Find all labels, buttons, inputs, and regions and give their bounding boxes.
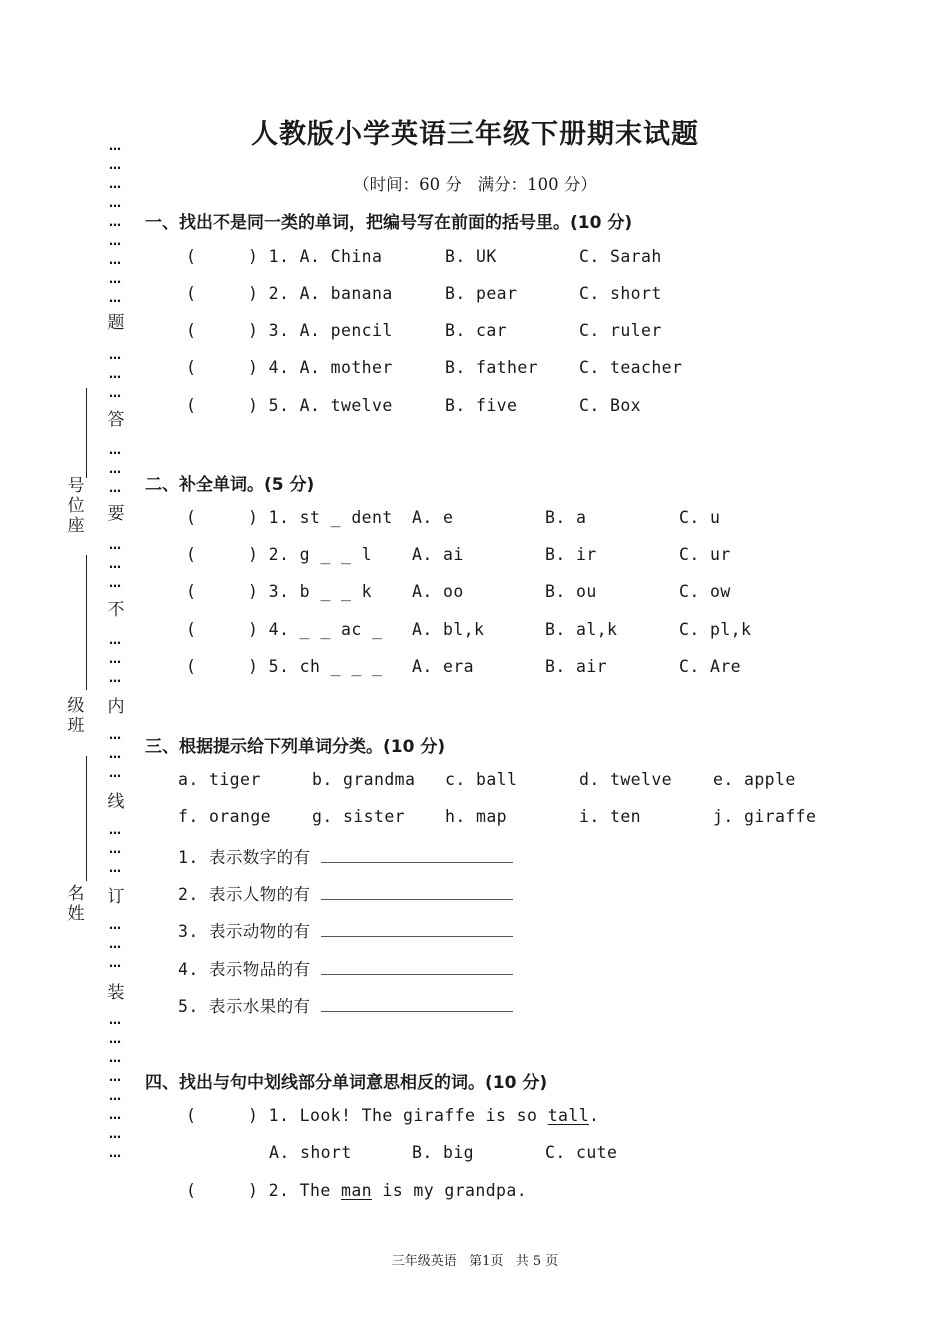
option-b: B. pear [445, 284, 518, 303]
answer-blank[interactable] [321, 922, 513, 937]
word-item: f. orange [178, 807, 272, 826]
binding-dots: … [109, 538, 121, 552]
option-b: B. a [545, 508, 587, 527]
question-1-3[interactable]: ( ) 3. A. pencil [186, 321, 393, 340]
class-label: 级班 [67, 696, 85, 736]
name-write-line[interactable] [86, 756, 87, 881]
option-b: B. big [412, 1143, 475, 1162]
option-a: A. era [412, 657, 475, 676]
margin-char: 不 [107, 600, 125, 620]
section-2-heading: 二、补全单词。(5 分) [145, 475, 315, 495]
option-b: B. al,k [545, 620, 618, 639]
option-c: C. Sarah [579, 247, 662, 266]
binding-dots: … [109, 462, 121, 476]
question-4-1[interactable] [186, 1106, 599, 1125]
binding-dots: … [109, 196, 121, 210]
classify-item [178, 956, 513, 980]
binding-dots: … [109, 291, 121, 305]
option-a: A. bl,k [412, 620, 485, 639]
binding-dots: … [109, 177, 121, 191]
binding-dots: … [109, 443, 121, 457]
question-1-5[interactable]: ( ) 5. A. twelve [186, 396, 393, 415]
binding-dots: … [109, 386, 121, 400]
classify-item [178, 993, 513, 1017]
page-title: 人教版小学英语三年级下册期末试题 [251, 119, 699, 150]
word-item: g. sister [312, 807, 406, 826]
classify-label: 3. 表示动物的有 [178, 922, 311, 941]
binding-dots: … [109, 139, 121, 153]
question-text: ( ) 1. Look! The giraffe is so [186, 1106, 548, 1125]
question-2-4[interactable]: ( ) 4. _ _ ac _ [186, 620, 383, 639]
word-item: b. grandma [312, 770, 416, 789]
question-2-3[interactable]: ( ) 3. b _ _ k [186, 582, 373, 601]
seat-write-line[interactable] [86, 388, 87, 478]
binding-dots: … [109, 234, 121, 248]
exam-info: （时间：60 分 满分：100 分） [353, 175, 597, 194]
margin-char: 内 [107, 697, 125, 717]
binding-dots: … [109, 861, 121, 875]
binding-dots: … [109, 1051, 121, 1065]
binding-dots: … [109, 215, 121, 229]
seat-number-label: 号位座 [67, 476, 85, 536]
option-a: A. e [412, 508, 454, 527]
binding-dots: … [109, 1070, 121, 1084]
section-3-heading: 三、根据提示给下列单词分类。(10 分) [145, 737, 446, 757]
word-item: j. giraffe [713, 807, 817, 826]
classify-item [178, 881, 513, 905]
option-c: C. Box [579, 396, 642, 415]
binding-dots: … [109, 652, 121, 666]
question-1-4[interactable]: ( ) 4. A. mother [186, 358, 393, 377]
margin-char: 订 [107, 887, 125, 907]
section-1-heading: 一、找出不是同一类的单词，把编号写在前面的括号里。(10 分) [145, 213, 633, 233]
page-footer: 三年级英语 第1页 共 5 页 [391, 1254, 559, 1269]
binding-dots: … [109, 747, 121, 761]
option-c: C. ur [679, 545, 731, 564]
question-text: . [589, 1106, 600, 1125]
option-c: C. u [679, 508, 721, 527]
binding-dots: … [109, 766, 121, 780]
classify-label: 5. 表示水果的有 [178, 997, 311, 1016]
question-1-1[interactable]: ( ) 1. A. China [186, 247, 383, 266]
binding-dots: … [109, 1089, 121, 1103]
answer-blank[interactable] [321, 848, 513, 863]
margin-char: 要 [107, 504, 125, 524]
answer-blank[interactable] [321, 960, 513, 975]
option-c: C. ow [679, 582, 731, 601]
margin-char: 题 [107, 313, 125, 333]
classify-item [178, 918, 513, 942]
margin-char: 答 [107, 410, 125, 430]
binding-dots: … [109, 1146, 121, 1160]
binding-dots: … [109, 1013, 121, 1027]
option-c: C. Are [679, 657, 742, 676]
option-c: C. cute [545, 1143, 618, 1162]
classify-label: 4. 表示物品的有 [178, 960, 311, 979]
name-label: 名姓 [67, 884, 85, 924]
class-write-line[interactable] [86, 555, 87, 690]
option-a: A. short [269, 1143, 352, 1162]
binding-dots: … [109, 728, 121, 742]
margin-char: 装 [107, 983, 125, 1003]
option-b: B. ou [545, 582, 597, 601]
option-b: B. father [445, 358, 539, 377]
option-a: A. oo [412, 582, 464, 601]
binding-dots: … [109, 348, 121, 362]
option-b: B. air [545, 657, 608, 676]
classify-label: 2. 表示人物的有 [178, 885, 311, 904]
binding-dots: … [109, 272, 121, 286]
binding-dots: … [109, 481, 121, 495]
underlined-word: man [341, 1181, 373, 1200]
question-1-2[interactable]: ( ) 2. A. banana [186, 284, 393, 303]
question-text: ( ) 2. The [186, 1181, 342, 1200]
binding-dots: … [109, 253, 121, 267]
word-item: a. tiger [178, 770, 261, 789]
section-4-heading: 四、找出与句中划线部分单词意思相反的词。(10 分) [145, 1073, 548, 1093]
binding-dots: … [109, 1127, 121, 1141]
option-c: C. ruler [579, 321, 662, 340]
binding-dots: … [109, 956, 121, 970]
option-c: C. teacher [579, 358, 683, 377]
question-2-2[interactable]: ( ) 2. g _ _ l [186, 545, 373, 564]
underlined-word: tall [547, 1106, 590, 1125]
word-item: c. ball [445, 770, 518, 789]
word-item: d. twelve [579, 770, 673, 789]
margin-char: 线 [107, 792, 125, 812]
option-c: C. pl,k [679, 620, 752, 639]
word-item: i. ten [579, 807, 642, 826]
option-b: B. five [445, 396, 518, 415]
binding-dots: … [109, 633, 121, 647]
binding-dots: … [109, 823, 121, 837]
binding-dots: … [109, 1108, 121, 1122]
binding-dots: … [109, 158, 121, 172]
binding-dots: … [109, 671, 121, 685]
option-b: B. UK [445, 247, 497, 266]
word-item: h. map [445, 807, 508, 826]
binding-dots: … [109, 367, 121, 381]
option-b: B. car [445, 321, 508, 340]
question-2-5[interactable]: ( ) 5. ch _ _ _ [186, 657, 383, 676]
answer-blank[interactable] [321, 885, 513, 900]
classify-label: 1. 表示数字的有 [178, 848, 311, 867]
binding-dots: … [109, 918, 121, 932]
answer-blank[interactable] [321, 997, 513, 1012]
option-a: A. ai [412, 545, 464, 564]
question-2-1[interactable]: ( ) 1. st _ dent [186, 508, 393, 527]
question-text: is my grandpa. [372, 1181, 528, 1200]
binding-dots: … [109, 1032, 121, 1046]
word-item: e. apple [713, 770, 796, 789]
binding-dots: … [109, 842, 121, 856]
option-b: B. ir [545, 545, 597, 564]
binding-dots: … [109, 576, 121, 590]
binding-dots: … [109, 937, 121, 951]
binding-dots: … [109, 557, 121, 571]
option-c: C. short [579, 284, 662, 303]
question-4-2[interactable] [186, 1181, 527, 1200]
classify-item [178, 844, 513, 868]
